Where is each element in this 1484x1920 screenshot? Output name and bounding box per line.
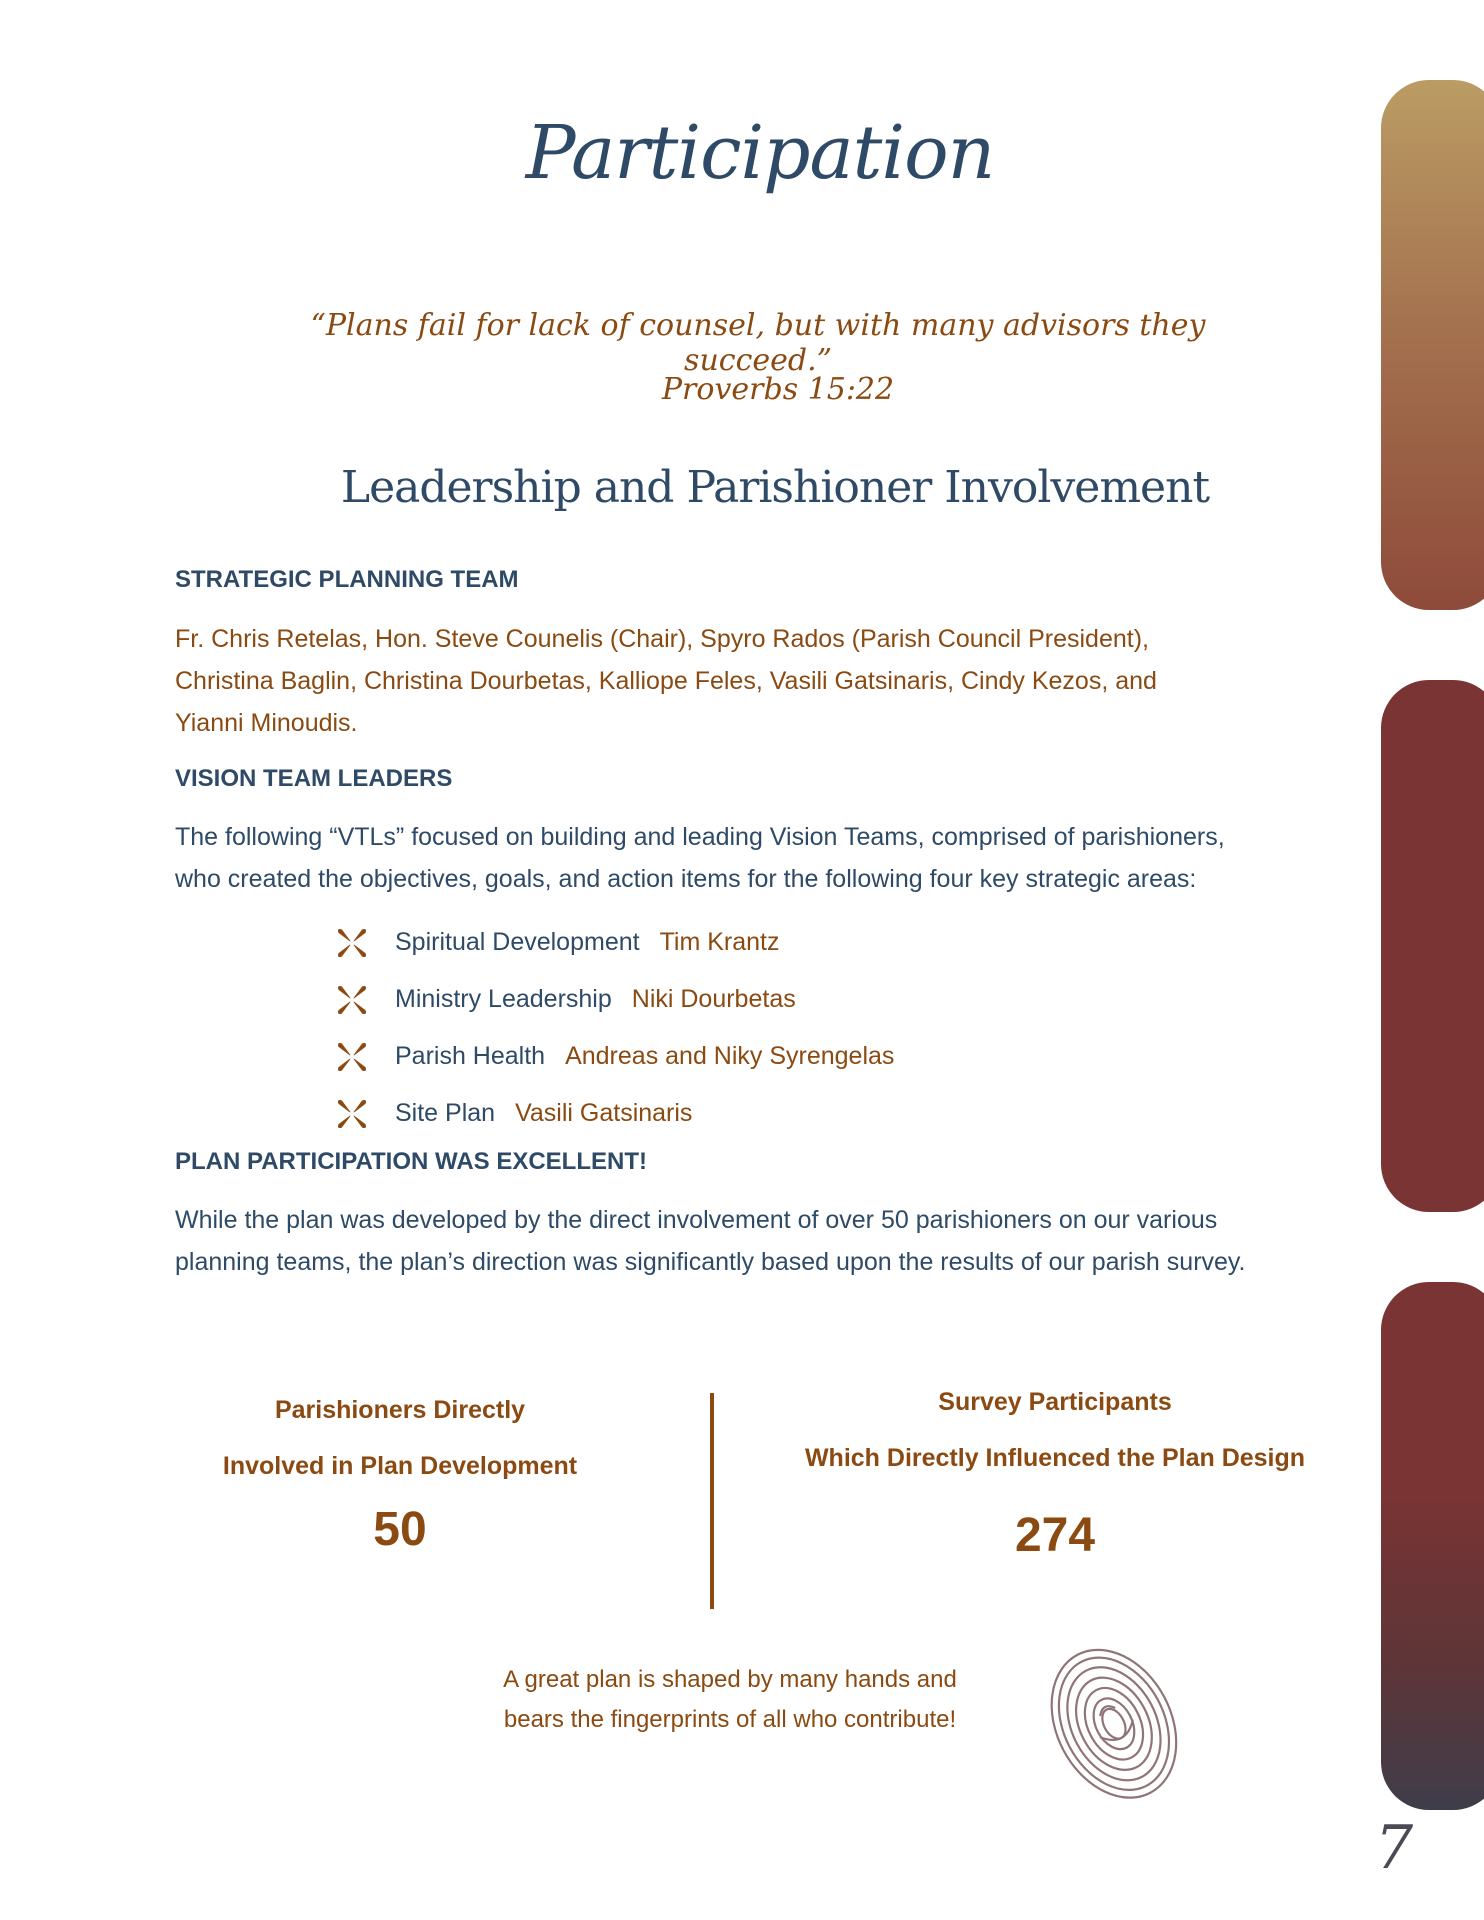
participation-text (175, 1199, 1385, 1283)
vtl-area: Parish Health (395, 1042, 546, 1070)
list-item (335, 1028, 1235, 1085)
side-tab-dark (1381, 1282, 1484, 1810)
stat-right-label-line: Which Directly Influenced the Plan Design (804, 1444, 1306, 1472)
stat-left-label (160, 1382, 640, 1494)
strategic-team-line: Fr. Chris Retelas, Hon. Steve Counelis (Chair), Spyro Rados (Parish Council President), (175, 625, 1149, 653)
cross-flower-icon (335, 926, 369, 960)
participation-line: While the plan was developed by the direct involvement of over 50 parishioners on our various (175, 1206, 1218, 1234)
strategic-team-line: Yianni Minoudis. (175, 709, 358, 737)
vtl-leader: Tim Krantz (659, 928, 780, 956)
list-item (335, 971, 1235, 1028)
stat-right-label-line: Survey Participants (938, 1388, 1172, 1416)
section-heading: Leadership and Parishioner Involvement (340, 462, 1210, 513)
fingerprint-icon (1025, 1640, 1200, 1805)
list-item (335, 1085, 1235, 1142)
side-tab-gold (1381, 80, 1484, 610)
vtl-area: Site Plan (395, 1099, 496, 1127)
stat-right-label (760, 1374, 1350, 1486)
list-item (335, 914, 1235, 971)
vision-team-intro (175, 816, 1385, 900)
vtl-leader: Niki Dourbetas (631, 985, 796, 1013)
vtl-leader: Vasili Gatsinaris (515, 1099, 693, 1127)
vision-team-list (335, 914, 1235, 1142)
strategic-team-heading: STRATEGIC PLANNING TEAM (175, 566, 519, 593)
page-title: Participation (525, 110, 995, 196)
scripture-reference: Proverbs 15:22 (661, 372, 895, 407)
scripture-quote: “Plans fail for lack of counsel, but with many advisors they succeed.” (310, 308, 1206, 378)
page-number: 7 (1375, 1813, 1414, 1883)
vtl-leader: Andreas and Niky Syrengelas (565, 1042, 895, 1070)
cross-flower-icon (335, 1040, 369, 1074)
closing-line: bears the fingerprints of all who contribute! (503, 1706, 957, 1733)
vtl-area: Spiritual Development (395, 928, 640, 956)
stat-left-value: 50 (373, 1503, 427, 1556)
side-tab-maroon (1381, 680, 1484, 1212)
cross-flower-icon (335, 983, 369, 1017)
vision-team-intro-line: The following “VTLs” focused on building and leading Vision Teams, comprised of parishioners, (175, 823, 1225, 851)
closing-message (440, 1660, 1020, 1740)
stat-left-label-line: Involved in Plan Development (222, 1452, 578, 1480)
stat-right-value: 274 (1014, 1509, 1096, 1562)
vtl-area: Ministry Leadership (395, 985, 612, 1013)
vision-team-heading: VISION TEAM LEADERS (175, 765, 453, 792)
participation-line: planning teams, the plan’s direction was significantly based upon the results of our parish survey. (175, 1248, 1246, 1276)
strategic-team-line: Christina Baglin, Christina Dourbetas, Kalliope Feles, Vasili Gatsinaris, Cindy Kezos, and (175, 667, 1157, 695)
strategic-team-members (175, 618, 1385, 744)
stat-left-label-line: Parishioners Directly (274, 1396, 526, 1424)
participation-heading: PLAN PARTICIPATION WAS EXCELLENT! (175, 1148, 647, 1175)
cross-flower-icon (335, 1097, 369, 1131)
closing-line: A great plan is shaped by many hands and (503, 1666, 957, 1693)
vision-team-intro-line: who created the objectives, goals, and action items for the following four key strategic areas: (175, 865, 1197, 893)
stats-divider (710, 1393, 714, 1609)
